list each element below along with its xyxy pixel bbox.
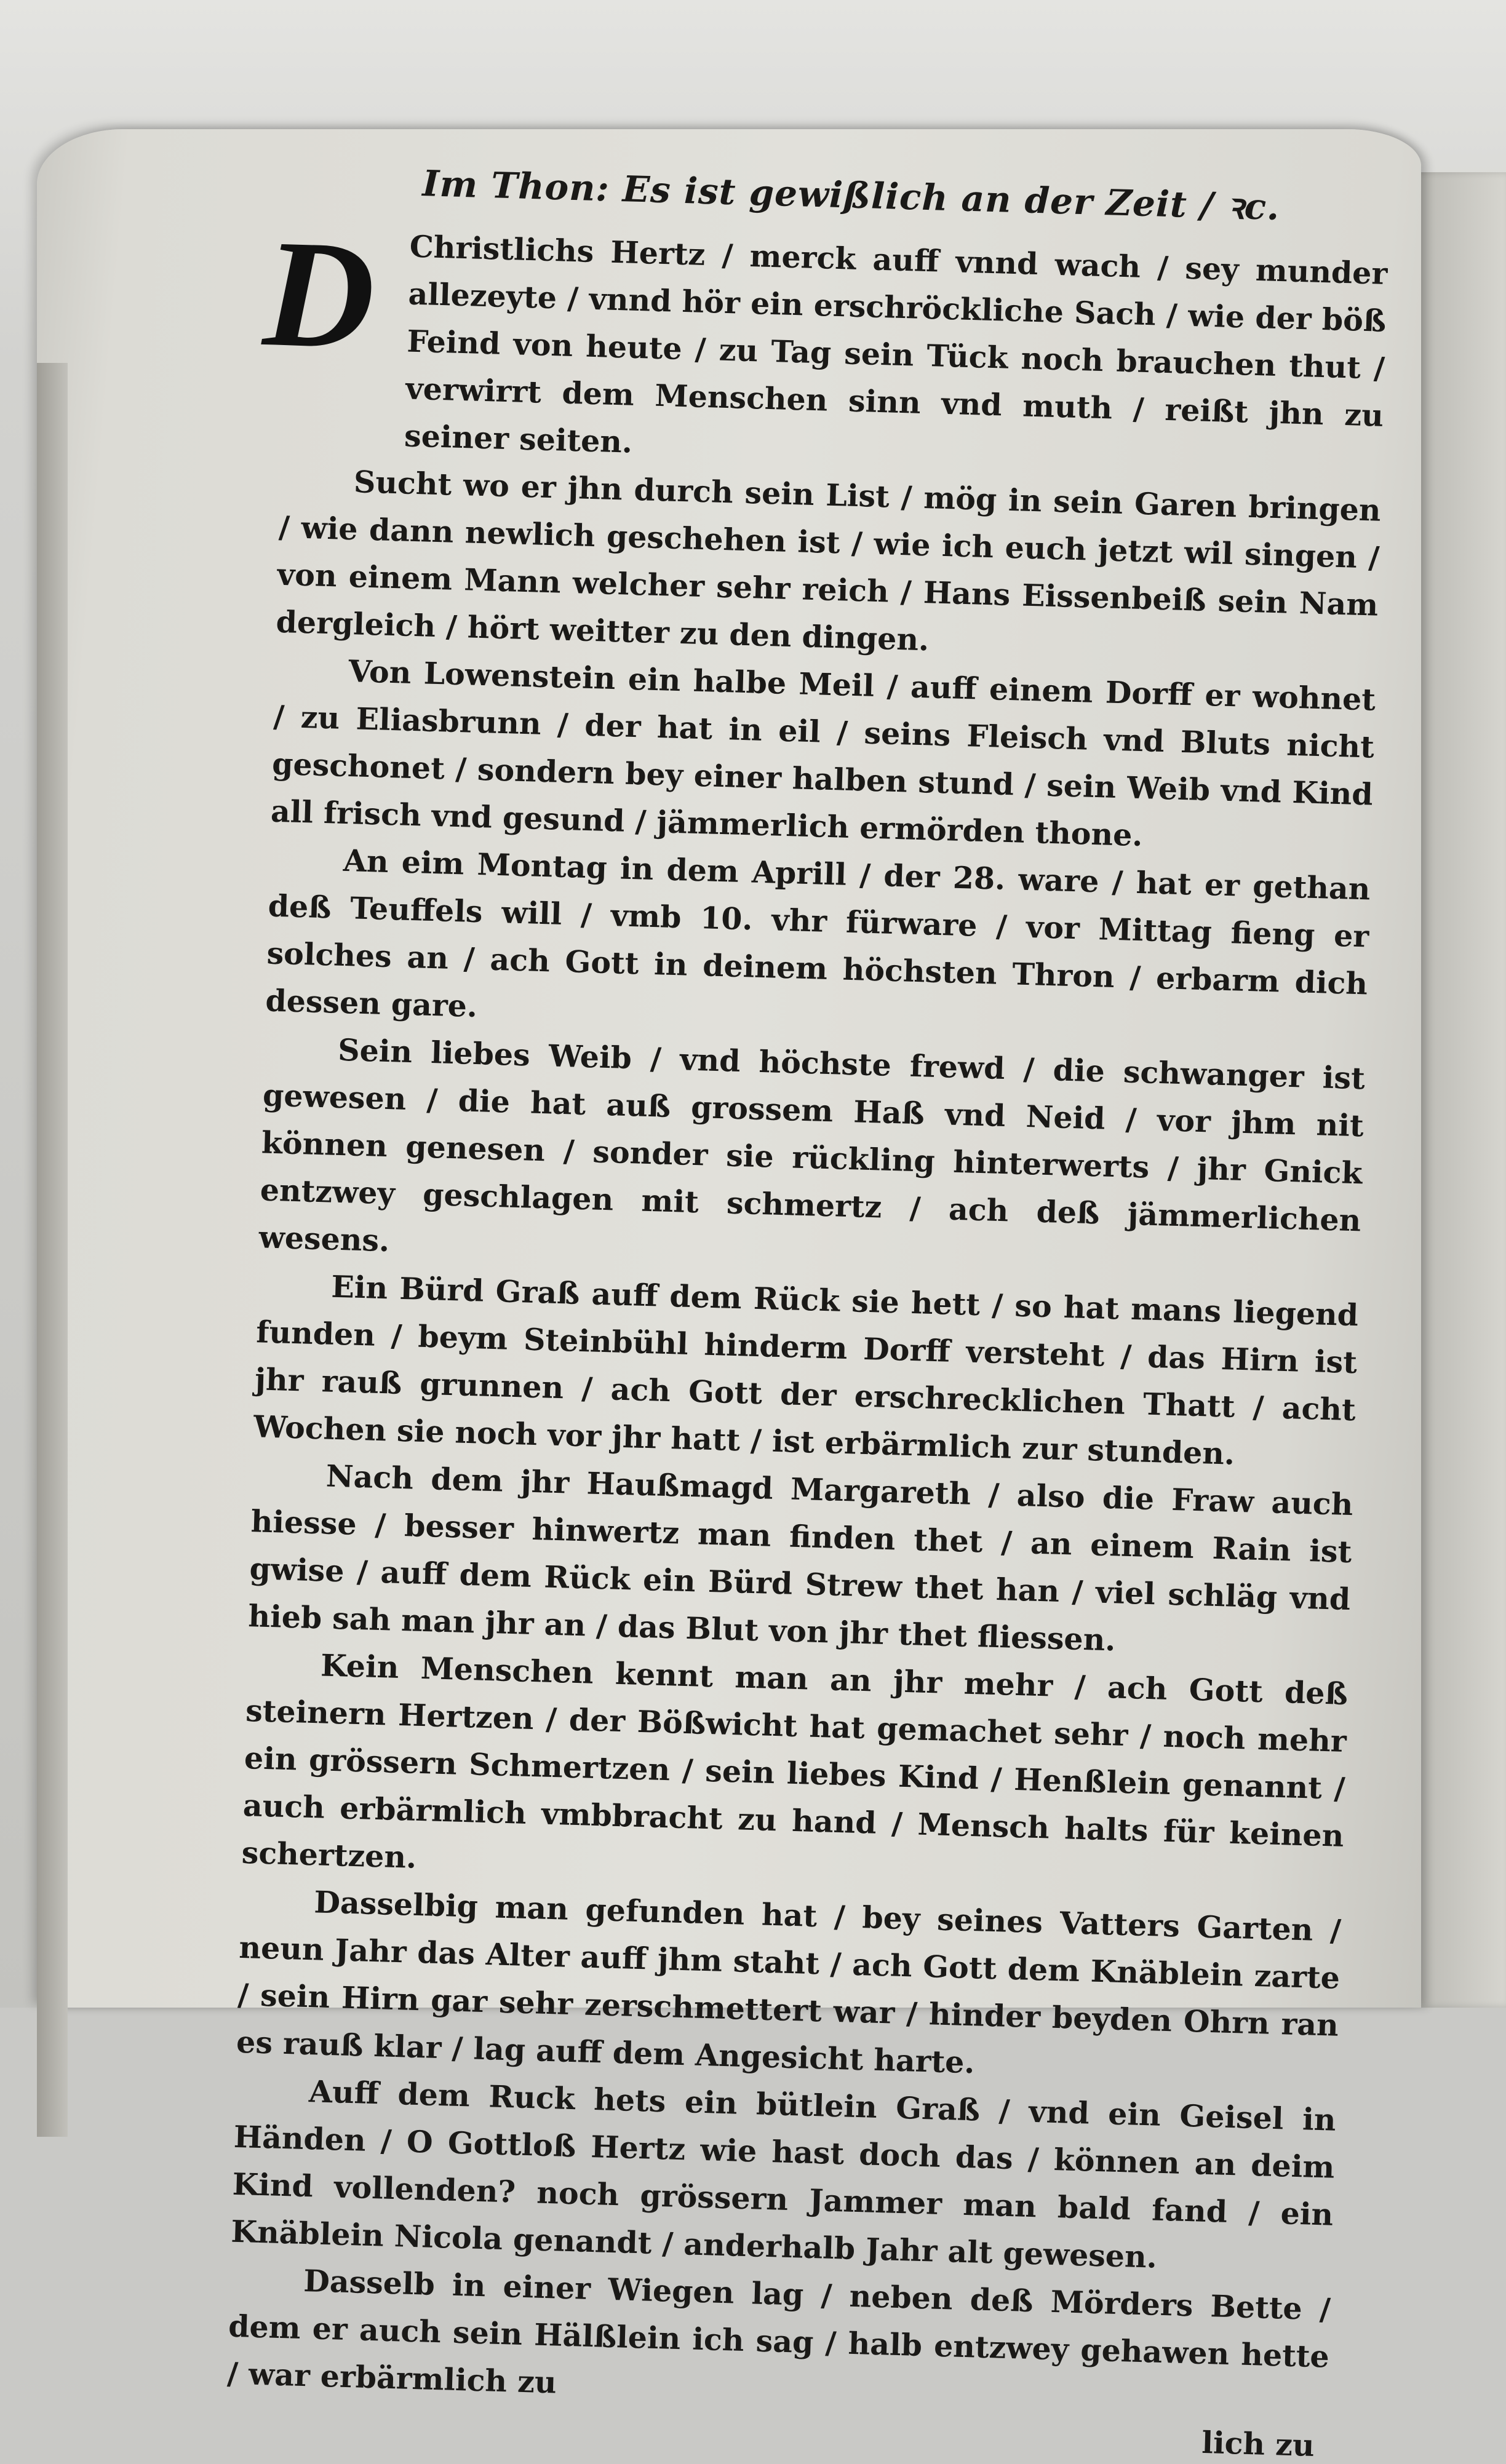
- stanza-10: Auff dem Ruck hets ein bütlein Graß / vnd ein Geisel in Händen / O Gottloß Hertz wie hast doch das / können an deim Kind vollenden? noch grössern Jammer man bald fand / ein Knäblein Nicola genandt / anderhalb Jahr alt gewesen.: [230, 2073, 1337, 2275]
- stanza-5: Sein liebes Weib / vnd höchste frewd / die schwanger ist gewesen / die hat auß grossem Haß vnd Neid / vor jhm nit können genesen / sonder sie rückling hinterwerts / jhr Gnick entzwey geschlagen mit schmertz / ach deß jämmerlichen wesens.: [258, 1031, 1366, 1259]
- facing-page-edge: [1409, 172, 1506, 2008]
- stanza-11: Dasselb in einer Wiegen lag / neben deß Mörders Bette / dem er auch sein Hälßlein ich sag / halb entzwey gehawen hette / war erbärmlich zu: [226, 2263, 1331, 2401]
- hymn-tune-heading: Im Thon: Es ist gewißlich an der Zeit / ꝛc.: [421, 162, 1281, 228]
- book-gutter: [37, 363, 68, 2137]
- stanza-9: Dasselbig man gefunden hat / bey seines Vatters Garten / neun Jahr das Alter auff jhm staht / ach Gott dem Knäblein zarte / sein Hirn gar sehr zerschmettert war / hinder beyden Ohrn ran es rauß klar / lag auff dem Angesicht harte.: [236, 1884, 1342, 2081]
- stanza-2: Sucht wo er jhn durch sein List / mög in sein Garen bringen / wie dann newlich geschehen ist / wie ich euch jetzt wil singen / von einem Mann welcher sehr reich / Hans Eissenbeiß sein Nam dergleich / hört weitter zu den dingen.: [275, 464, 1382, 658]
- stanza-text: Christlichs Hertz / merck auff vnnd wach / sey munder allezeyte / vnnd hör ein erschröckliche Sach / wie der böß Feind von heute / zu Tag sein Tück noch brauchen thut / verwirrt dem Menschen sinn vnd muth / reißt jhn zu seiner seiten.: [404, 228, 1388, 460]
- catchword: lich zu: [1201, 2424, 1315, 2463]
- stanza-8: Kein Menschen kennt man an jhr mehr / ach Gott deß steinern Hertzen / der Bößwicht hat gemachet sehr / noch mehr ein grössern Schmertzen / sein liebes Kind / Henßlein genannt / auch erbärmlich vmbbracht zu hand / Mensch halts für keinen schertzen.: [241, 1647, 1349, 1875]
- stanza-4: An eim Montag in dem Aprill / der 28. ware / hat er gethan deß Teuffels will / vmb 10. vhr fürware / vor Mittag fieng er solches an / ach Gott in deinem höchsten Thron / erbarm dich dessen gare.: [265, 842, 1371, 1025]
- stanza-7: Nach dem jhr Haußmagd Margareth / also die Fraw auch hiesse / besser hinwertz man finden thet / an einem Rain ist gwise / auff dem Rück ein Bürd Strew thet han / viel schläg vnd hieb sah man jhr an / das Blut von jhr thet fliessen.: [247, 1458, 1354, 1658]
- page-text: [226, 154, 1390, 2463]
- stanza-1: [261, 207, 1388, 487]
- drop-cap-initial: D: [261, 207, 377, 381]
- poem-body: [226, 207, 1388, 2428]
- stanza-3: Von Lowenstein ein halbe Meil / auff einem Dorff er wohnet / zu Eliasbrunn / der hat in eil / seins Fleisch vnd Bluts nicht geschonet / sondern bey einer halben stund / sein Weib vnd Kind all frisch vnd gesund / jämmerlich ermörden thone.: [270, 653, 1376, 854]
- stanza-6: Ein Bürd Graß auff dem Rück sie hett / so hat mans liegend funden / beym Steinbühl hinderm Dorff versteht / das Hirn ist jhr rauß grunnen / ach Gott der erschrecklichen Thatt / acht Wochen sie noch vor jhr hatt / ist erbärmlich zur stunden.: [253, 1268, 1359, 1472]
